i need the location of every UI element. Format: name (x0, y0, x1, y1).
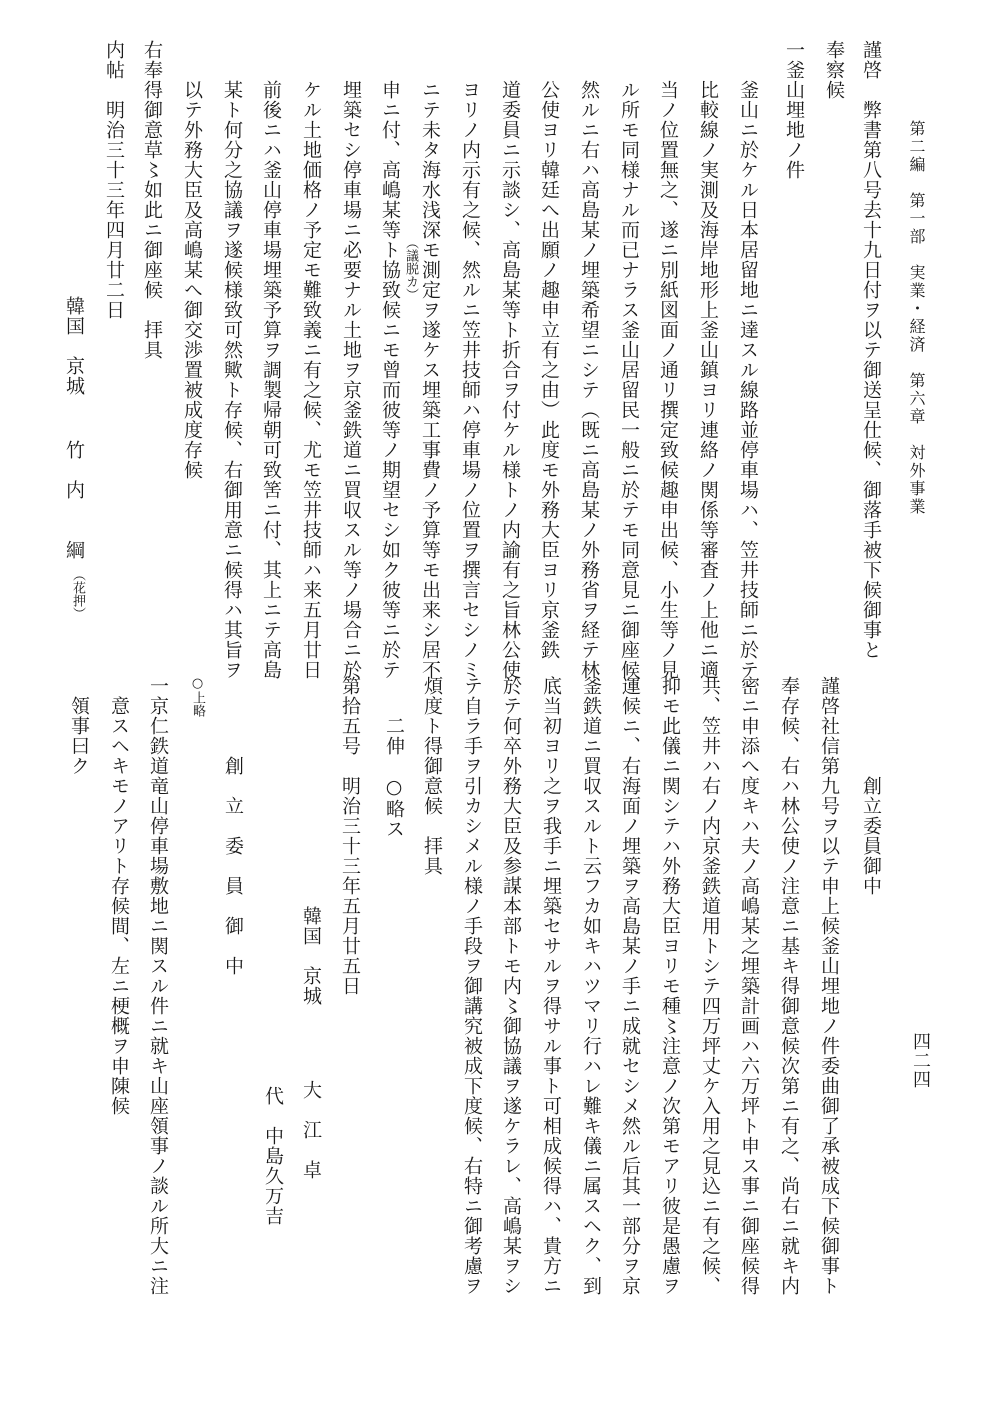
lower-line-2: 奉存候、右ハ林公使ノ注意ニ基キ得御意候次第ニ有之、尚右ニ就キ内 (778, 676, 800, 1296)
upper-line-18: 以テ外務大臣及高嶋某へ御交渉置被成度存候 (181, 80, 203, 480)
lower-line-10: テ自ラ手ヲ引カシメル様ノ手段ヲ御講究被成下度候、右特ニ御考慮ヲ (461, 676, 483, 1296)
lower-doc-number: 第拾五号 明治三十三年五月廿五日 (339, 676, 361, 996)
upper-line-5: 比較線ノ実測及海岸地形上釜山鎮ヨリ連絡ノ関係等審査ノ上他ニ適 (697, 80, 719, 680)
lower-line-1: 謹啓社信第九号ヲ以テ申上候釜山埋地ノ件委曲御了承被成下候御事ト (818, 676, 840, 1296)
running-head: 第二編 第一部 実業・経済 第六章 対外事業 (907, 120, 926, 516)
upper-line-10: 道委員ニ示談シ、高島某等ト折合ヲ付ケル様トノ内諭有之旨林公使 (499, 80, 521, 680)
upper-line-13: 申ニ付、高嶋某等ト協致候ニモ曾而彼等ノ期望セシ如ク彼等ニ於テ (379, 80, 401, 680)
lower-proxy: 代 中島久万吉 (262, 1086, 284, 1226)
lower-line-4: 共、笠井ハ右ノ内京釜鉄道用トシテ四万坪丈ケ入用之見込ニ有之候、 (699, 676, 721, 1296)
upper-line-9: 公使ヨリ韓廷へ出願ノ趣申立有之由）此度モ外務大臣ヨリ京釜鉄 (538, 80, 560, 660)
upper-date-line: 内帖 明治三十三年四月廿二日 (103, 40, 125, 320)
upper-line-15: ケル土地価格ノ予定モ難致義ニ有之候、尤モ笠井技師ハ来五月廿日 (300, 80, 322, 680)
upper-line-8: 然ルニ右ハ高島某ノ埋築希望ニシテ（既ニ高島某ノ外務省ヲ経テ林 (578, 80, 600, 680)
lower-line-11: 煩度ト得御意候 拝具 (421, 676, 443, 876)
jyoryaku-note: ○上略 (190, 676, 205, 717)
lower-sender-place: 韓国 京城 (300, 906, 322, 1006)
lower-line-6: 運候ニ、右海面ノ埋築ヲ高島某ノ手ニ成就セシメ然ル后其一部分ヲ京 (619, 676, 641, 1296)
upper-line-12: ニテ未タ海水浅深モ測定ヲ遂ケス埋築工事費ノ予算等モ出来シ居不 (419, 80, 441, 680)
upper-sender-name: 竹 内 綱 (63, 440, 85, 560)
upper-line-2: 奉察候 (823, 40, 845, 100)
lower-line-9: 於テ何卒外務大臣及参謀本部トモ内〻御協議ヲ遂ケラレ、高嶋某ヲシ (500, 676, 522, 1296)
upper-line-3: 一釜山埋地ノ件 (783, 40, 805, 180)
final-line-2: 意スヘキモノアリト存候間、左ニ梗概ヲ申陳候 (108, 696, 130, 1116)
upper-line-16: 前後ニハ釜山停車場埋築予算ヲ調製帰朝可致筈ニ付、其上ニテ高島 (260, 80, 282, 680)
page-number: 四二四 (910, 1032, 931, 1089)
upper-line-17: 某ト何分之協議ヲ遂候様致可然歟ト存候、右御用意ニ候得ハ其旨ヲ (221, 80, 243, 680)
upper-line-14: 埋築セシ停車場ニ必要ナル土地ヲ京釜鉄道ニ買収スル等ノ場合ニ於 (340, 80, 362, 680)
note-gi-datsu: （議脱カ） (403, 236, 418, 301)
upper-sender-place: 韓国 京城 (63, 296, 85, 396)
upper-line-1: 謹啓 弊書第八号去十九日付ヲ以テ御送呈仕候、御落手被下候御事と (860, 40, 882, 660)
kao-seal: （花押） (70, 568, 85, 620)
upper-line-19: 右奉得御意草〻如此ニ御座候 拝具 (141, 40, 163, 360)
lower-sender-name: 大 江 卓 (300, 1080, 322, 1180)
lower-nishin: 二伸 ○略ス (383, 716, 405, 839)
lower-line-3: 密ニ申添へ度キハ夫ノ高嶋某之埋築計画ハ六万坪ト申ス事ニ御座候得 (738, 676, 760, 1296)
lower-line-5: 抑モ此儀ニ関シテハ外務大臣ヨリモ種〻注意ノ次第モアリ彼是愚慮ヲ (659, 676, 681, 1296)
lower-addressee: 創 立 委 員 御 中 (222, 756, 244, 976)
final-line-3: 領事曰ク (68, 696, 90, 776)
upper-line-6: 当ノ位置無之、遂ニ別紙図面ノ通リ撰定致候趣申出候、小生等ノ見 (657, 80, 679, 680)
upper-line-11: ヨリノ内示有之候、然ルニ笠井技師ハ停車場ノ位置ヲ撰言セシノミ (459, 80, 481, 680)
lower-line-7: 釜鉄道ニ買収スルト云フカ如キハツマリ行ハレ難キ儀ニ属スヘク、到 (580, 676, 602, 1296)
upper-line-7: ル所モ同様ナル而已ナラス釜山居留民一般ニ於テモ同意見ニ御座候 (618, 80, 640, 680)
lower-addressee-top: 創立委員御中 (860, 776, 882, 896)
upper-line-4: 釜山ニ於ケル日本居留地ニ達スル線路並停車場ハ、笠井技師ニ於テ (737, 80, 759, 680)
final-line-1: 一京仁鉄道竜山停車場敷地ニ関スル件ニ就キ山座領事ノ談ル所大ニ注 (147, 676, 169, 1296)
lower-line-8: 底当初ヨリ之ヲ我手ニ埋築セサルヲ得サル事ト可相成候得ハ、貴方ニ (540, 676, 562, 1296)
